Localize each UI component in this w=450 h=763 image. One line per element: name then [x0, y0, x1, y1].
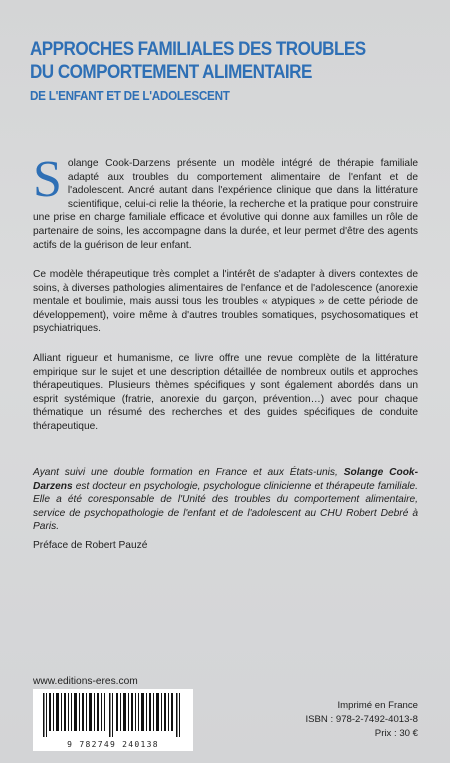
author-bio: [33, 466, 418, 534]
barcode-bars: [43, 693, 183, 737]
price: Prix : 30 €: [374, 727, 418, 739]
description-paragraph-2: Ce modèle thérapeutique très complet a l'intérêt de s'adapter à divers contextes de soins, à diverses pathologies alimentaires de l'enfance et de l'adolescence (anorexie mentale et boulimie, mais aussi tous les troubles « atypiques » de cette période de développement), voire même à d'autres troubles somatiques, psychosomatiques et psychiatriques.: [33, 269, 418, 335]
isbn-barcode: [33, 689, 193, 751]
bio-intro: Ayant suivi une double formation en France et aux États-unis,: [33, 467, 344, 478]
printed-in: Imprimé en France: [337, 700, 418, 711]
title-line-2: DU COMPORTEMENT ALIMENTAIRE: [30, 62, 312, 83]
bio-rest: est docteur en psychologie, psychologue clinicienne et thérapeute familiale. Elle a été coresponsable de l'Unité des troubles du comportement alimentaire, service de psychopathologie de l'enfant et de l'adolescent au CHU Robert Debré à Paris.: [33, 480, 418, 533]
title-subtitle: DE L'ENFANT ET DE L'ADOLESCENT: [30, 88, 230, 103]
paragraph-1-text: olange Cook-Darzens présente un modèle intégré de thérapie familiale adapté aux troubles du comportement alimentaire de l'enfant et de l'adolescent. Ancré autant dans l'expérience clinique que dans la littérature scientifique, celui-ci relie la théorie, la recherche et la pratique pour construire une prise en charge familiale efficace et évolutive qui donne aux familles un rôle de partenaire de soins, les accompagne dans la durée, et leur permet d'être des agents actifs de la guérison de leur enfant.: [33, 158, 418, 251]
author-name: Solange Cook-Darzens: [33, 467, 418, 492]
print-info: [305, 699, 418, 740]
drop-cap: S: [33, 151, 62, 208]
description-paragraph-1: [33, 151, 418, 252]
publisher-website: www.editions-eres.com: [33, 676, 138, 687]
preface-credit: Préface de Robert Pauzé: [33, 540, 148, 551]
title-line-1: APPROCHES FAMILIALES DES TROUBLES: [30, 39, 366, 60]
description-paragraph-3: Alliant rigueur et humanisme, ce livre offre une revue complète de la littérature empirique sur le sujet et une description détaillée de nombreux outils et approches thérapeutiques. Plusieurs thèmes spécifiques y sont également abordés dans un esprit systémique (fratrie, anorexie du garçon, prévention…) avec pour chaque thématique un résumé des recherches et des guides spécifiques de conduite thérapeutique.: [33, 353, 418, 432]
isbn: ISBN : 978-2-7492-4013-8: [305, 713, 418, 725]
barcode-digits: 9 782749 240138: [67, 740, 159, 749]
book-title: [30, 38, 430, 105]
